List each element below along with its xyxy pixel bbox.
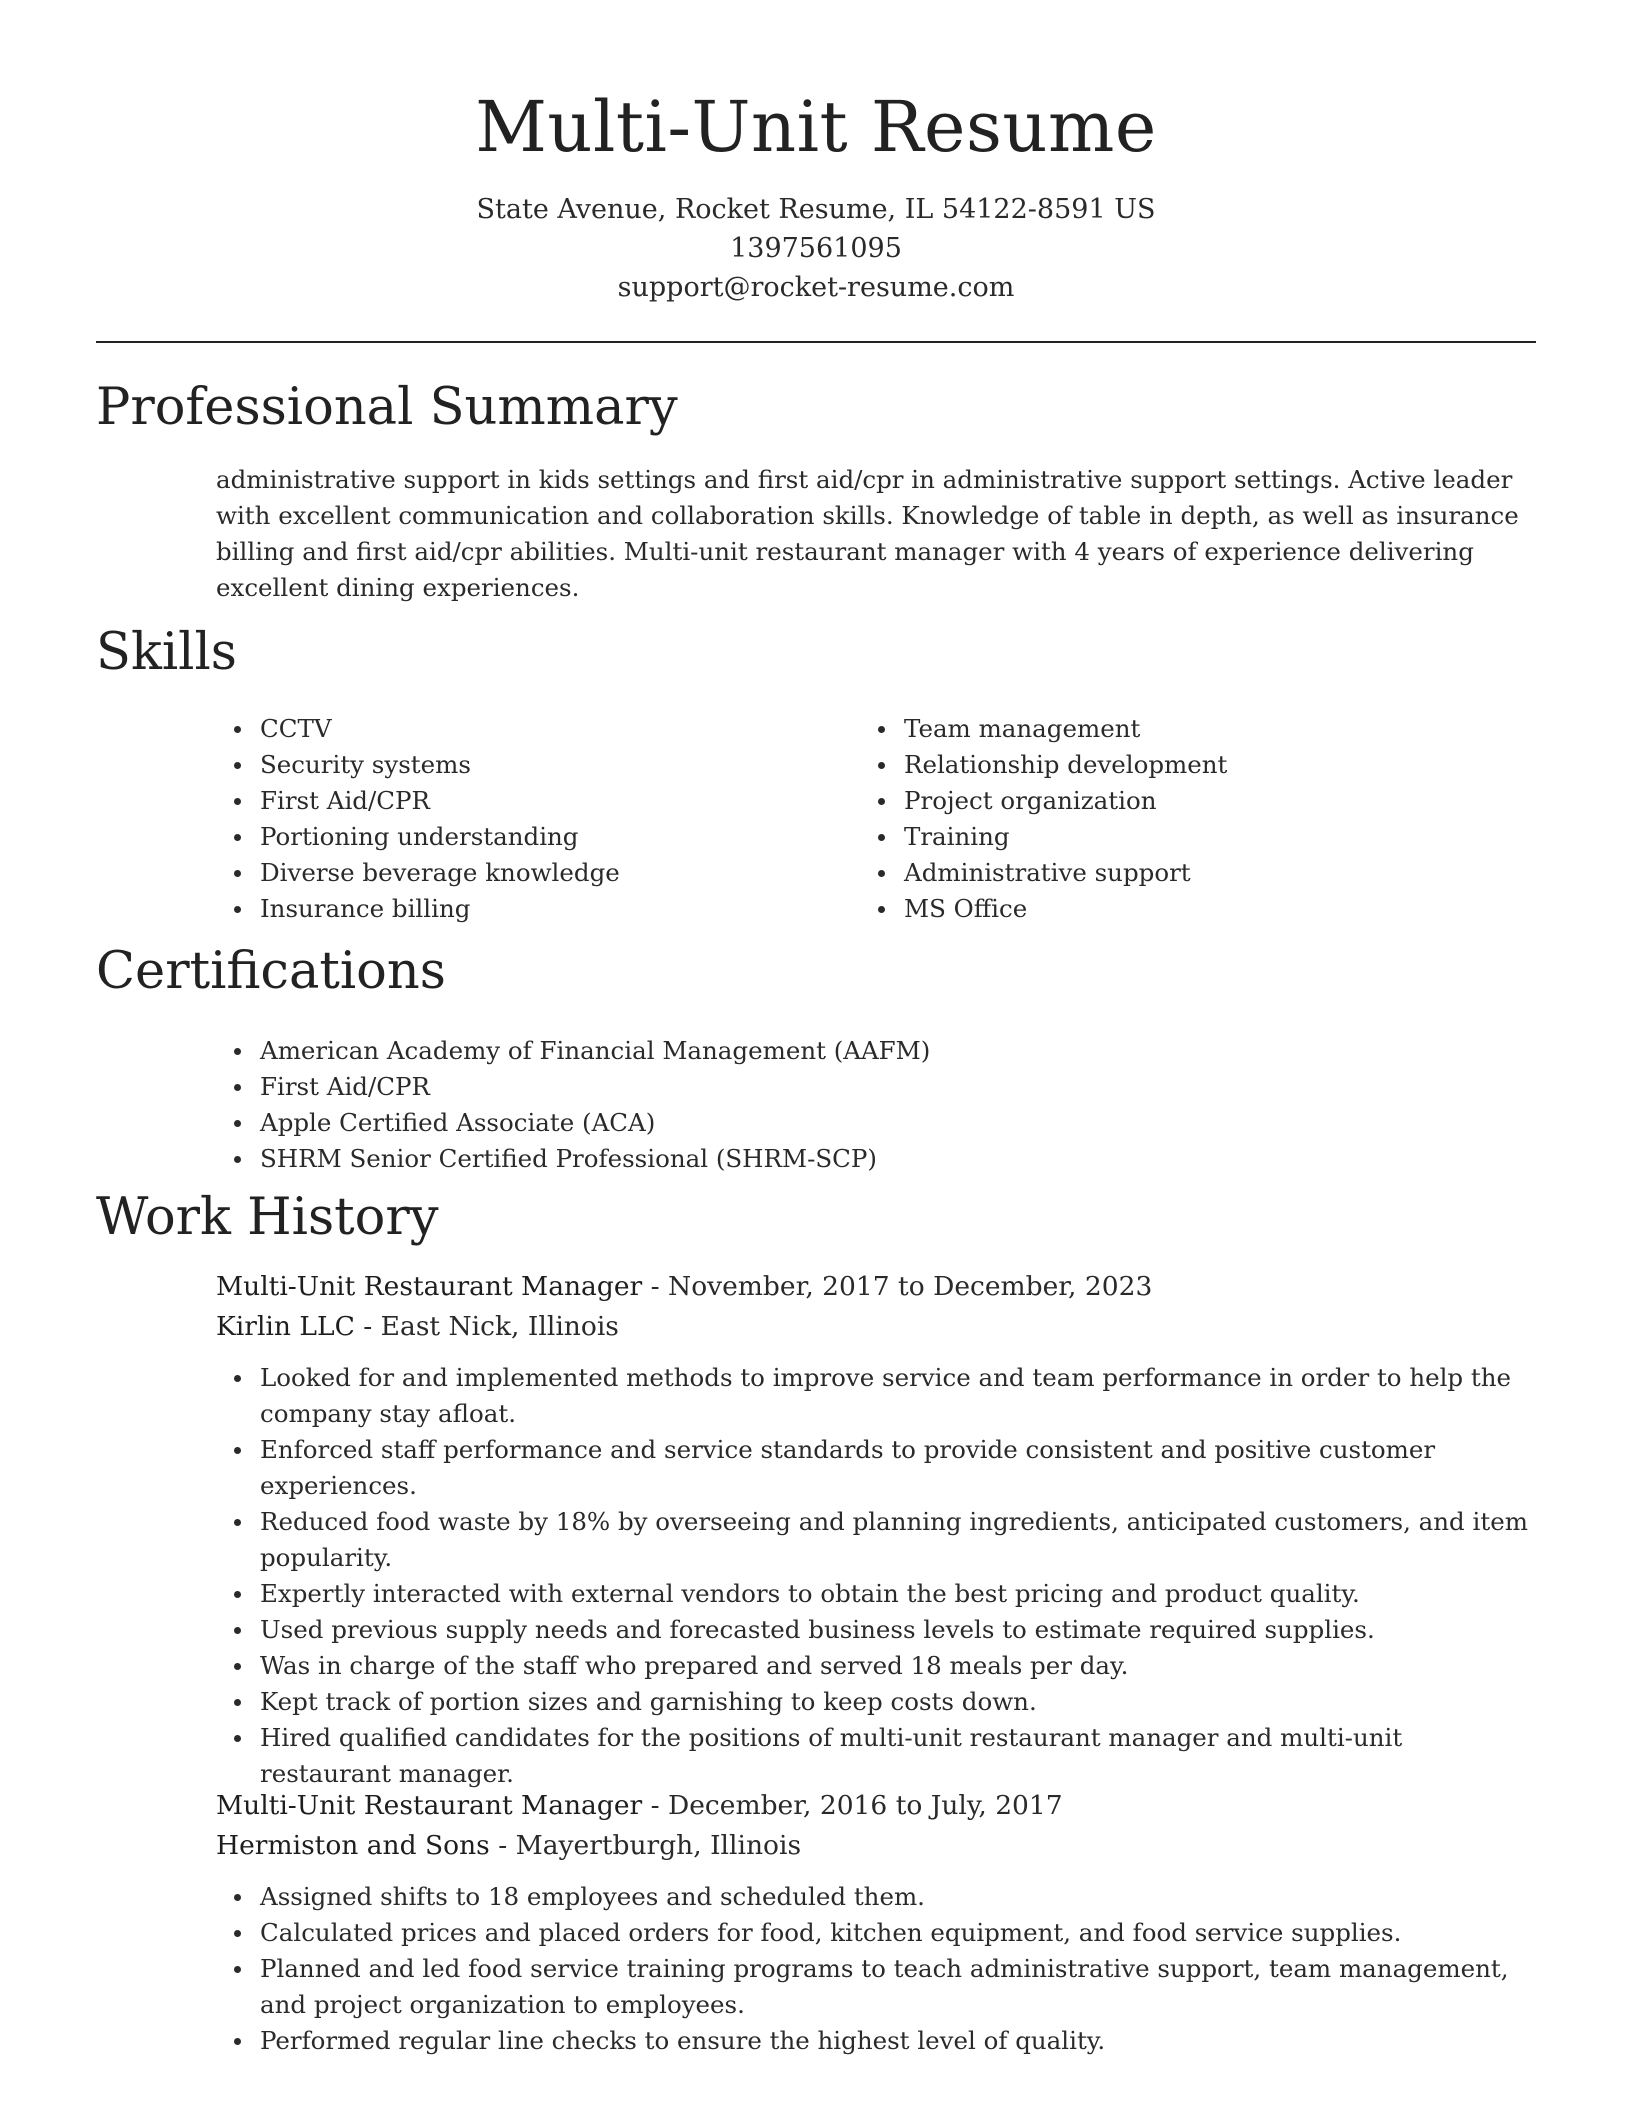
job-bullets (216, 1360, 1536, 1792)
job-position: Multi-Unit Restaurant Manager (216, 1790, 643, 1821)
job-bullet: Enforced staff performance and service standards to provide consistent and positive customer experiences. (216, 1432, 1536, 1504)
certification-item: SHRM Senior Certified Professional (SHRM-SCP) (216, 1141, 1516, 1177)
job-company-line (216, 1307, 1152, 1347)
skill-item: First Aid/CPR (216, 783, 836, 819)
job-bullet: Performed regular line checks to ensure the highest level of quality. (216, 2023, 1536, 2059)
skill-item: CCTV (216, 711, 836, 747)
job-company: Hermiston and Sons (216, 1830, 490, 1861)
job-bullet: Was in charge of the staff who prepared and served 18 meals per day. (216, 1648, 1536, 1684)
skill-item: Training (860, 819, 1480, 855)
resume-name: Multi-Unit Resume (475, 86, 1157, 168)
summary-heading: Professional Summary (96, 378, 678, 437)
skills-list-left (216, 711, 836, 927)
contact-email: support@rocket-resume.com (617, 272, 1015, 303)
skill-item: Team management (860, 711, 1480, 747)
job-bullet: Assigned shifts to 18 employees and scheduled them. (216, 1879, 1536, 1915)
skill-item: Portioning understanding (216, 819, 836, 855)
job-bullet: Planned and led food service training programs to teach administrative support, team management, and project organization to employees. (216, 1951, 1536, 2023)
job-bullet: Kept track of portion sizes and garnishing to keep costs down. (216, 1684, 1536, 1720)
job-position: Multi-Unit Restaurant Manager (216, 1271, 643, 1302)
skill-item: Diverse beverage knowledge (216, 855, 836, 891)
skill-item: Relationship development (860, 747, 1480, 783)
skill-item: Insurance billing (216, 891, 836, 927)
skill-item: Administrative support (860, 855, 1480, 891)
job-bullet: Looked for and implemented methods to improve service and team performance in order to help the company stay afloat. (216, 1360, 1536, 1432)
job-title-line (216, 1786, 1063, 1826)
skill-item: MS Office (860, 891, 1480, 927)
skills-list-right (860, 711, 1480, 927)
skills-heading: Skills (96, 623, 237, 682)
certifications-list (216, 1033, 1516, 1177)
job-title-line (216, 1267, 1152, 1307)
job-bullet: Calculated prices and placed orders for food, kitchen equipment, and food service supplies. (216, 1915, 1536, 1951)
job-dates: - December, 2016 to July, 2017 (650, 1790, 1063, 1821)
certification-item: Apple Certified Associate (ACA) (216, 1105, 1516, 1141)
job-bullet: Used previous supply needs and forecasted business levels to estimate required supplies. (216, 1612, 1536, 1648)
job-bullet: Expertly interacted with external vendors to obtain the best pricing and product quality. (216, 1576, 1536, 1612)
job-location: - Mayertburgh, Illinois (498, 1830, 802, 1861)
job-bullet: Reduced food waste by 18% by overseeing and planning ingredients, anticipated customers, and item popularity. (216, 1504, 1536, 1576)
resume-header (0, 0, 1632, 307)
summary-text: administrative support in kids settings and first aid/cpr in administrative support settings. Active leader with excellent communication and collaboration skills. Knowledge of table in depth, as well as insurance billing and first aid/cpr abilities. Multi-unit restaurant manager with 4 years of experience delivering excellent dining experiences. (216, 465, 1519, 602)
work-history-heading: Work History (96, 1188, 439, 1247)
job-header (216, 1786, 1063, 1866)
job-company-line (216, 1826, 1063, 1866)
job-bullet: Hired qualified candidates for the positions of multi-unit restaurant manager and multi-unit restaurant manager. (216, 1720, 1536, 1792)
contact-block (0, 190, 1632, 307)
job-header (216, 1267, 1152, 1347)
skill-item: Security systems (216, 747, 836, 783)
certification-item: First Aid/CPR (216, 1069, 1516, 1105)
certifications-heading: Certifications (96, 942, 446, 1001)
job-dates: - November, 2017 to December, 2023 (650, 1271, 1153, 1302)
contact-phone: 1397561095 (730, 233, 902, 264)
job-company: Kirlin LLC (216, 1311, 355, 1342)
certification-item: American Academy of Financial Management (AAFM) (216, 1033, 1516, 1069)
job-bullets (216, 1879, 1536, 2059)
skill-item: Project organization (860, 783, 1480, 819)
header-divider (96, 341, 1536, 343)
contact-address: State Avenue, Rocket Resume, IL 54122-8591 US (476, 194, 1156, 225)
job-location: - East Nick, Illinois (363, 1311, 619, 1342)
